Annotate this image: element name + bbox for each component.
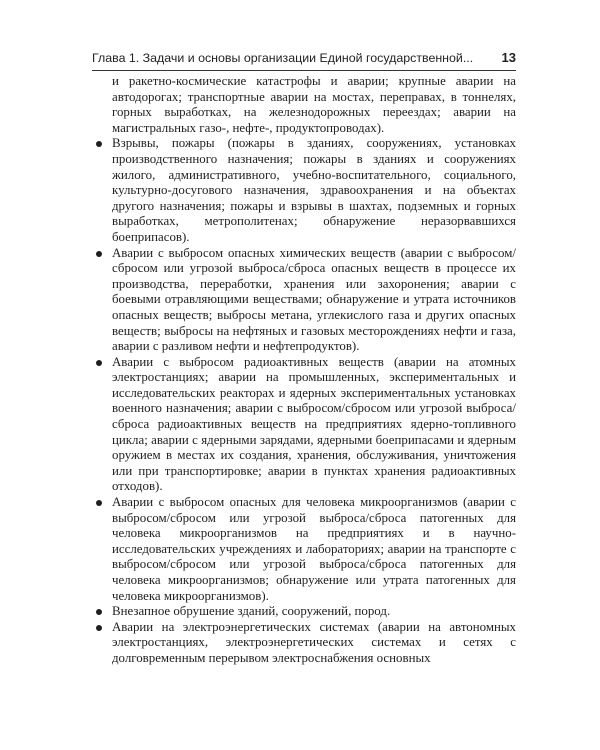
list-item-text: Аварии с выбросом опасных для человека микроорганизмов (аварии с выбросом/сбросом или угрозой выброса/сброса патогенных для человека микроорганизмов на предприятиях и в научно-исследовательских учреждениях и лабораториях; аварии на транспорте с выбросом/сбросом или угрозой выброса/сброса патогенных для человека микроорганизмов; обнаружение или утрата патогенных для человека микроорганизмов).	[112, 495, 516, 603]
list-item	[92, 246, 516, 355]
list-item	[92, 136, 516, 245]
running-header	[92, 48, 516, 68]
bullet-list	[92, 136, 516, 666]
bullet-icon	[96, 251, 102, 257]
header-rule	[92, 70, 516, 71]
body-text	[92, 74, 516, 667]
bullet-icon	[96, 625, 102, 631]
continuation-paragraph: и ракетно-космические катастрофы и аварии; крупные аварии на автодорогах; транспортные аварии на мостах, переправах, в тоннелях, горных выработках, на железнодорожных переездах; аварии на магистральных газо-, нефте-, продуктопроводах).	[112, 74, 516, 135]
list-item	[92, 495, 516, 604]
chapter-title: Глава 1. Задачи и основы организации Единой государственной...	[92, 51, 474, 65]
list-item-text: Аварии с выбросом радиоактивных веществ (аварии на атомных электростанциях; аварии на промышленных, экспериментальных и исследовательских реакторах и ядерных экспериментальных установках военного назначения; аварии с выбросом/сбросом или угрозой выброса/сброса радиоактивных веществ на предприятиях ядерно-топливного цикла; аварии с ядерными зарядами, ядерными боеприпасами и ядерным оружием в местах их создания, хранения, обслуживания, уничтожения или при транспортировке; аварии в пунктах хранения радиоактивных отходов).	[112, 354, 516, 494]
page-number: 13	[501, 50, 516, 65]
list-item-text: Аварии с выбросом опасных химических веществ (аварии с выбросом/сбросом или угрозой выброса/сброса опасных веществ в процессе их производства, переработки, хранения или захоронения; аварии с боевыми отравляющими веществами; обнаружение и утрата источников опасных веществ; выбросы метана, углекислого газа и других опасных веществ; выбросы на нефтяных и газовых месторождениях нефти и газа, аварии с разливом нефти и нефтепродуктов).	[112, 245, 516, 354]
list-item	[92, 620, 516, 667]
list-item	[92, 604, 516, 620]
list-item	[92, 355, 516, 495]
bullet-icon	[96, 609, 102, 615]
bullet-icon	[96, 141, 102, 147]
bullet-icon	[96, 360, 102, 366]
list-item-text: Взрывы, пожары (пожары в зданиях, сооружениях, установках производственного назначения; пожары в зданиях и сооружениях жилого, административного, учебно-воспитательного, социального, культурно-досугового назначения, здравоохранения и на объектах другого назначения; пожары и взрывы в шахтах, подземных и горных выработках, метрополитенах; обнаружение неразорвавшихся боеприпасов).	[112, 136, 516, 244]
list-item-text: Внезапное обрушение зданий, сооружений, пород.	[112, 604, 391, 619]
list-item-text: Аварии на электроэнергетических системах (аварии на автономных электростанциях, электроэнергетических системах и сетях с долговременным перерывом электроснабжения основных	[112, 619, 516, 665]
bullet-icon	[96, 500, 102, 506]
